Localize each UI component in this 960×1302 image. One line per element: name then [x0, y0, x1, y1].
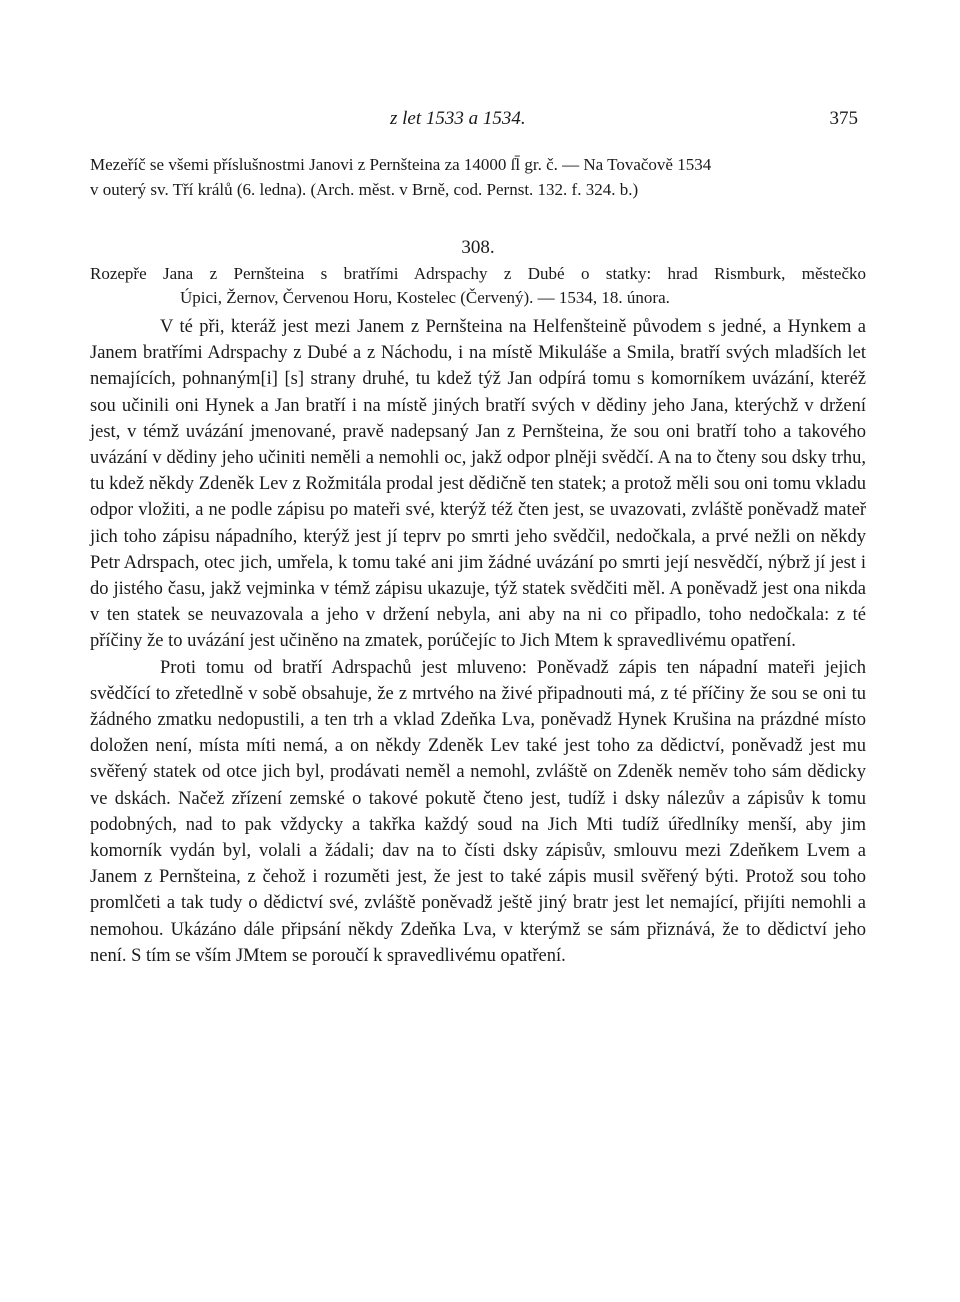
previous-document-line: Mezeříč se všemi příslušnostmi Janovi z Pernšteina za 14000 ſl̄ gr. č. — Na Tovačově 1534 — [90, 155, 712, 174]
body-paragraph: V té při, kteráž jest mezi Janem z Pernšteina na Helfenšteině původem s jedné, a Hynkem a Janem bratřími Adrspachy z Dubé a z Náchodu, i na místě Mikuláše a Smila, bratří svých mladších let nemajících, pohnaným[i] [s] strany druhé, tu kdež týž Jan odpírá tomu s komorníkem uvázání, kteréž sou učinili oni Hynek a Jan bratří i na místě jiných bratří svých v dědiny jeho Jana, kterýchž v držení jest, v témž uvázání jmenované, pravě nadepsaný Jan z Pernšteina, že sou oni bratří toho a takového uvázání v dědiny jeho učiniti neměli a nemohli oc, jakž odpor plněji svědčí. A na to čteny sou dsky trhu, tu kdež někdy Zdeněk Lev z Rožmitála prodal jest dědičně ten statek; a protož měli sou oni tomu vkladu odpor vložiti, a ne podle zápisu po mateři své, kterýž též čten jest, se uvazovati, zvláště poněvadž mateř jich toho zápisu nápadního, kterýž jest jí teprv po smrti jeho svědčil, nedočkala, a prvé nežli on někdy Petr Adrspach, otec jich, umřela, k tomu také ani jim žádné uvázání po smrti její nesvědčí, nýbrž jí jest i do jistého času, jakž vejminka v témž zápisu ukazuje, týž statek svědčiti měl. A poněvadž jest ona nikda v ten statek se neuvazovala a jeho v držení nebyla, ani aby na ni co připadlo, toho nedočkala: z té příčiny že to uvázání jest učiněno na zmatek, porúčejíc to Jich Mtem k spravedlivému opatření. — [90, 317, 866, 652]
running-head — [90, 108, 866, 138]
document-body — [90, 314, 866, 969]
document-heading — [90, 262, 866, 310]
running-title: z let 1533 a 1534. — [390, 108, 526, 129]
body-paragraph: Proti tomu od bratří Adrspachů jest mluveno: Poněvadž zápis ten nápadní mateři jejich svědčící to zřetedlně v sobě obsahuje, že z mrtvého na živé připadnouti má, z té příčiny že sou se oni tu žádného zmatku nedopustili, a ten trh a vklad Zdeňka Lva, poněvadž Hynek Krušina na prázdné místo doložen není, místa míti nemá, a on někdy Zdeněk Lev také jest toho za dědictví, poněvadž jest mu svěřený statek od otce jich byl, prodávati neměl a nemohl, zvláště on Zdeněk neměv toho sám dědicky ve dskách. Načež zřízení zemské o takové pokutě čteno jest, tudíž i dsky nálezův a zápisův k tomu podobných, nad to pak vždycky a takřka každý soud na Jich Mti tudíž úředlníky menší, aby jim komorník vydán byl, volali a žádali; dav na to čísti dsky zápisův, smlouvu mezi Zdeňkem Lvem a Janem z Pernšteina, z čehož i rozuměti jest, že jest to také zápis musil svěřený býti. Protož sou toho promlčeti a tak tudy o dědictví své, zvláště poněvadž ještě jiný bratr jest let nemající, přijíti nemohli a nemohou. Ukázáno dále připsání někdy Zdeňka Lva, v kterýmž se sám přiznává, že to dědictví jeho není. S tím se vším JMtem se poroučí k spravedlivému opatření. — [90, 657, 866, 966]
document-number: 308. — [461, 237, 495, 258]
page — [90, 108, 866, 969]
page-number: 375 — [829, 108, 858, 129]
document-heading-line: Rozepře Jana z Pernšteina s bratřími Adrspachy z Dubé o statky: hrad Rismburk, městečko — [90, 264, 866, 283]
previous-document-line: v outerý sv. Tří králů (6. ledna). (Arch. měst. v Brně, cod. Pernst. 132. f. 324. b.) — [90, 180, 639, 199]
previous-document-tail — [90, 152, 866, 202]
document-heading-line: Úpici, Žernov, Červenou Horu, Kostelec (Červený). — 1534, 18. února. — [180, 288, 670, 307]
